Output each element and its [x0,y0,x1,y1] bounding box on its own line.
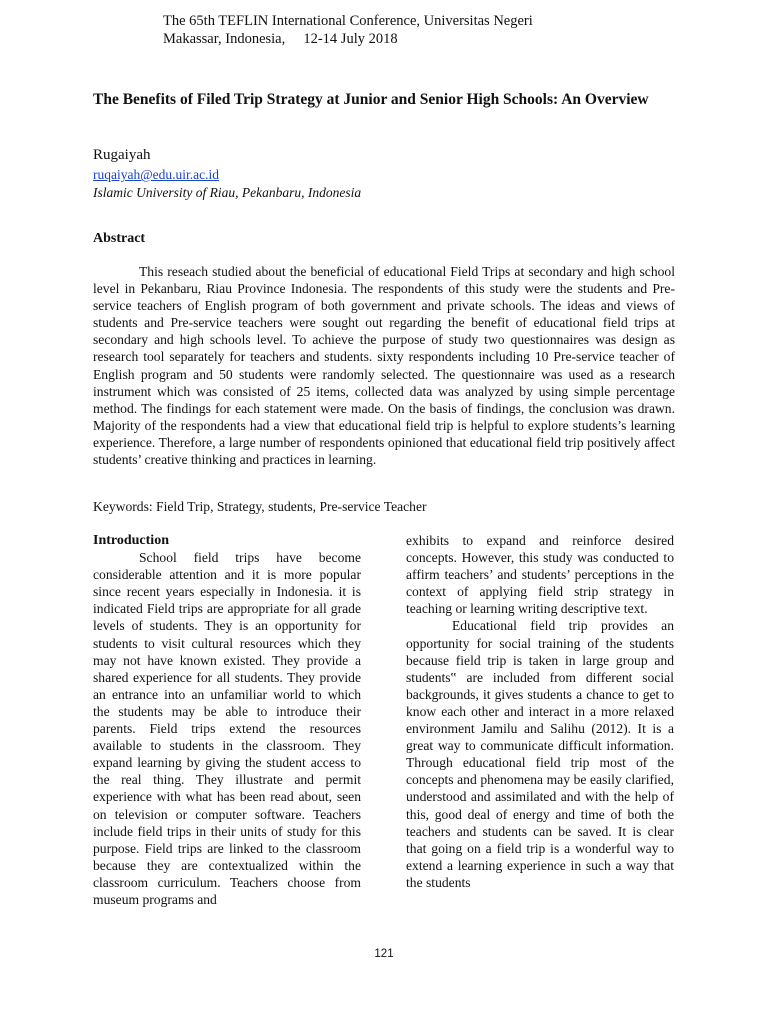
conference-header-line-1: The 65th TEFLIN International Conference, Universitas Negeri [163,13,533,29]
introduction-paragraph-2: Educational field trip provides an opportunity for social training of the students because field trip is taken in large group and students‟ are included from different social backgrounds, it gives students a chance to get to know each other and interact in a more relaxed environment Jamilu and Salihu (2012). It is a great way to communicate difficult information. Through educational field trip most of the concepts and phenomena may be easily clarified, understood and assimilated and with the help of this, good deal of energy and time of both the teachers and students can be saved. It is clear that going on a field trip is a wonderful way to extend a learning experience in such a way that the students [406,618,674,890]
author-block [93,147,361,201]
abstract-heading: Abstract [93,231,146,246]
page-number: 121 [374,948,394,960]
introduction-heading: Introduction [93,533,169,548]
paper-title: The Benefits of Filed Trip Strategy at Junior and Senior High Schools: An Overview [93,91,649,108]
keywords: Keywords: Field Trip, Strategy, students, Pre-service Teacher [93,499,427,514]
body-column-left [93,532,361,908]
author-affiliation: Islamic University of Riau, Pekanbaru, Indonesia [93,185,362,200]
abstract-text: This reseach studied about the beneficial of educational Field Trips at secondary and high school level in Pekanbaru, Riau Province Indonesia. The respondents of this study were the students and Pre-service teachers of English program of both government and private schools. The ideas and views of students and Pre-service teachers were sought out regarding the benefit of educational field trips at secondary and high schools level. To achieve the purpose of study two questionnaires was design as research tool separately for teachers and students. sixty respondents including 10 Pre-service teacher of English program and 50 students were randomly selected. The questionnaire was used as a research instrument which was consisted of 25 items, collected data was analyzed by using simple percentage method. The findings for each statement were made. On the basis of findings, the conclusion was drawn. Majority of the respondents had a view that educational field trip is helpful to explore students’s learning experience. Therefore, a large number of respondents opinioned that educational field trip positively affect students’ creative thinking and practices in learning. [93,264,675,468]
author-email-link[interactable]: ruqaiyah@edu.uir.ac.id [93,167,220,182]
conference-header [163,12,533,48]
introduction-paragraph-1: School field trips have become considerable attention and it is more popular since recent years especially in Indonesia. it is indicated Field trips are appropriate for all grade levels of students. They is an opportunity for students to visit cultural resources which they may not have known existed. They provide a shared experience for all students. They provide an entrance into an unfamiliar world to which the students may be able to introduce their parents. Field trips extend the resources available to students in the classroom. They expand learning by giving the student access to the real thing. They illustrate and permit experience with what has been read about, seen on television or computer software. Teachers include field trips in their units of study for this purpose. Field trips are linked to the classroom because they are contextualized within the classroom curriculum. Teachers choose from museum programs and [93,550,361,907]
introduction-paragraph-1-continued: exhibits to expand and reinforce desired concepts. However, this study was conducted to affirm teachers’ and students’ perceptions in the context of applying field strip strategy in teaching or learning writing descriptive text. [406,533,674,617]
author-name: Rugaiyah [93,147,151,163]
conference-header-line-2: Makassar, Indonesia, 12-14 July 2018 [163,31,398,47]
body-column-right [406,532,674,891]
